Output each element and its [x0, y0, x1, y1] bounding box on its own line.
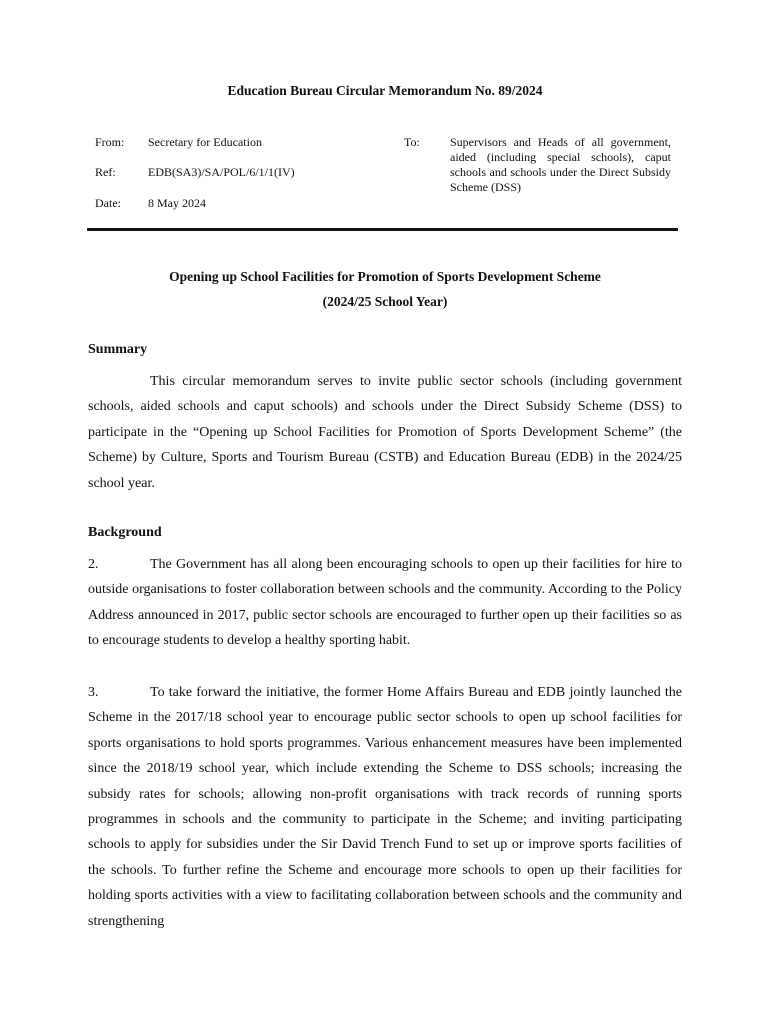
ref-label: Ref:	[95, 165, 116, 179]
to-label: To:	[404, 135, 420, 149]
summary-heading: Summary	[88, 342, 148, 357]
paragraph-3-number: 3.	[88, 685, 99, 700]
paragraph-2-number: 2.	[88, 557, 99, 572]
subject-line-2: (2024/25 School Year)	[322, 294, 448, 309]
subject-title	[0, 264, 770, 314]
date-label: Date:	[95, 196, 121, 210]
circular-title: Education Bureau Circular Memorandum No. 89/2024	[227, 83, 543, 98]
summary-paragraph: This circular memorandum serves to invite public sector schools (including government schools, aided schools and caput schools) and schools under the Direct Subsidy Scheme (DSS) to participate in the “Opening up School Facilities for Promotion of Sports Development Scheme” (the Scheme) by Culture, Sports and Tourism Bureau (CSTB) and Education Bureau (EDB) in the 2024/25 school year.	[88, 374, 682, 491]
from-value: Secretary for Education	[148, 135, 262, 149]
paragraph-3-text: To take forward the initiative, the former Home Affairs Bureau and EDB jointly launched the Scheme in the 2017/18 school year to encourage public sector schools to open up school facilities for sports organisations to hold sports programmes. Various enhancement measures have been implemented since the 2018/19 school year, which include extending the Scheme to DSS schools; increasing the subsidy rates for schools; allowing non-profit organisations with track records of running sports programmes in schools and the community to participate in the Scheme; and inviting participating schools to apply for subsidies under the Sir David Trench Fund to set up or improve sports facilities of the schools. To further refine the Scheme and encourage more schools to open up their facilities for holding sports activities with a view to facilitating collaboration between schools and the community and strengthening	[88, 685, 682, 929]
paragraph-3	[88, 680, 682, 934]
ref-value: EDB(SA3)/SA/POL/6/1/1(IV)	[148, 165, 295, 179]
header-divider	[87, 228, 678, 231]
paragraph-2-text: The Government has all along been encouraging schools to open up their facilities for hire to outside organisations to foster collaboration between schools and the community. According to the Policy Address announced in 2017, public sector schools are encouraged to further open up their facilities so as to encourage students to develop a healthy sporting habit.	[88, 557, 682, 649]
paragraph-2	[88, 552, 682, 654]
to-value: Supervisors and Heads of all government, aided (including special schools), caput schools and schools under the Direct Subsidy Scheme (DSS)	[450, 135, 671, 194]
from-label: From:	[95, 135, 125, 149]
background-heading: Background	[88, 525, 162, 540]
subject-line-1: Opening up School Facilities for Promotion of Sports Development Scheme	[169, 269, 601, 284]
date-value: 8 May 2024	[148, 196, 206, 210]
